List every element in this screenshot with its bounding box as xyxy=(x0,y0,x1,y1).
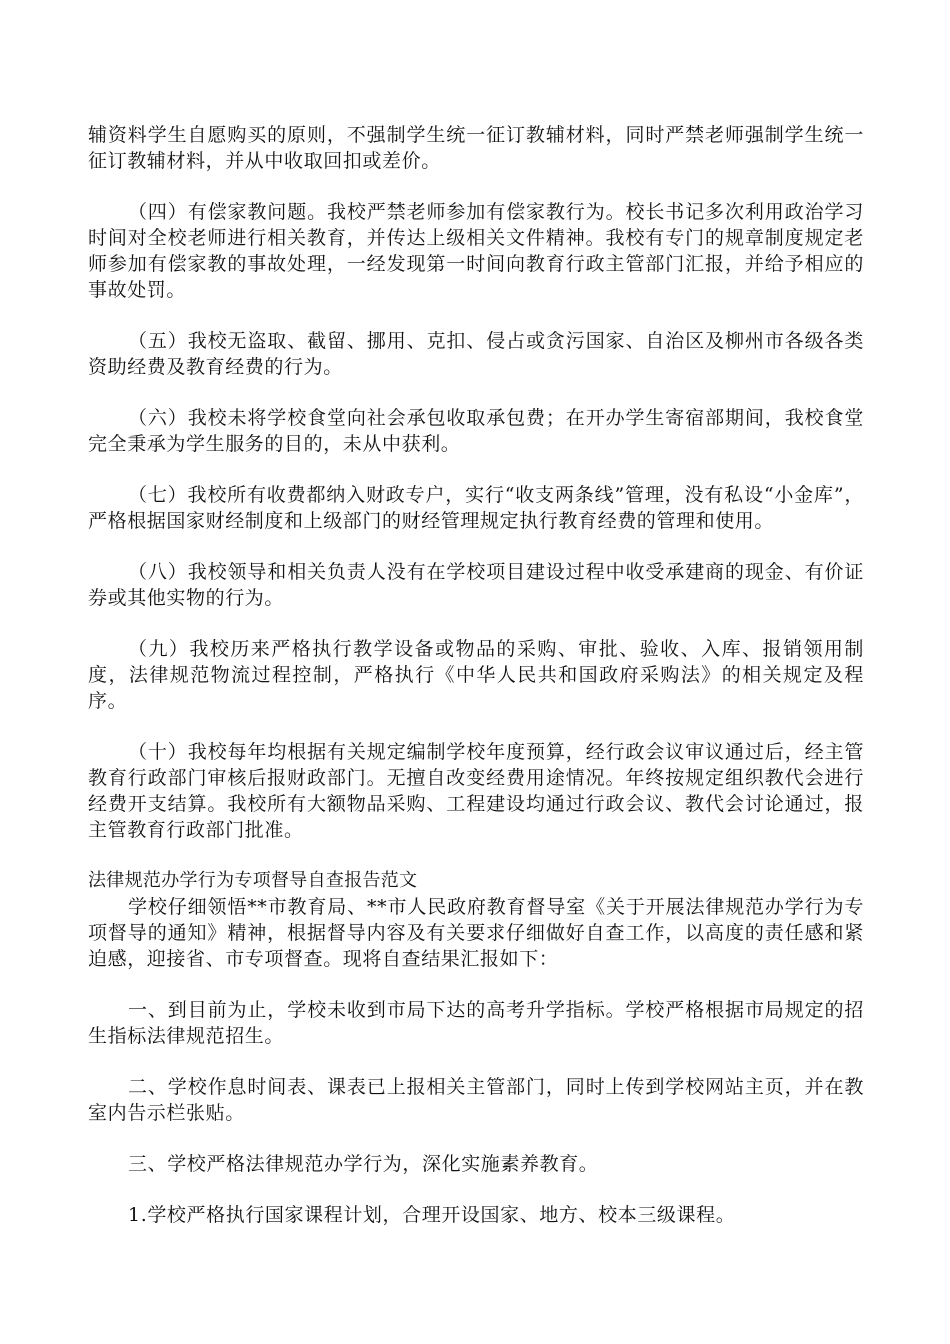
paragraph-point-2: 二、学校作息时间表、课表已上报相关主管部门，同时上传到学校网站主页，并在教室内告示栏张贴。 xyxy=(88,1076,864,1124)
paragraph-item-8: （八）我校领导和相关负责人没有在学校项目建设过程中收受承建商的现金、有价证券或其他实物的行为。 xyxy=(88,561,864,609)
paragraph-item-5: （五）我校无盗取、截留、挪用、克扣、侵占或贪污国家、自治区及柳州市各级各类资助经费及教育经费的行为。 xyxy=(88,330,864,378)
paragraph-point-3: 三、学校严格法律规范办学行为，深化实施素养教育。 xyxy=(128,1153,599,1175)
document-body xyxy=(88,122,864,1253)
section-heading: 法律规范办学行为专项督导自查报告范文 xyxy=(88,870,418,891)
paragraph-item-10: （十）我校每年均根据有关规定编制学校年度预算，经行政会议审议通过后，经主管教育行政部门审核后报财政部门。无擅自改变经费用途情况。年终按规定组织教代会进行经费开支结算。我校所有大额物品采购、工程建设均通过行政会议、教代会讨论通过，报主管教育行政部门批准。 xyxy=(88,741,864,841)
paragraph-point-1: 一、到目前为止，学校未收到市局下达的高考升学指标。学校严格根据市局规定的招生指标法律规范招生。 xyxy=(88,999,864,1047)
paragraph-item-4: （四）有偿家教问题。我校严禁老师参加有偿家教行为。校长书记多次利用政治学习时间对全校老师进行相关教育，并传达上级相关文件精神。我校有专门的规章制度规定老师参加有偿家教的事故处理，一经发现第一时间向教育行政主管部门汇报，并给予相应的事故处罚。 xyxy=(88,201,864,301)
paragraph-item-6: （六）我校未将学校食堂向社会承包收取承包费；在开办学生寄宿部期间，我校食堂完全秉承为学生服务的目的，未从中获利。 xyxy=(88,407,864,455)
paragraph-subpoint-1: 1.学校严格执行国家课程计划，合理开设国家、地方、校本三级课程。 xyxy=(128,1204,736,1226)
paragraph-item-7: （七）我校所有收费都纳入财政专户，实行“收支两条线”管理，没有私设“小金库”，严格根据国家财经制度和上级部门的财经管理规定执行教育经费的管理和使用。 xyxy=(88,484,864,532)
paragraph-continued: 辅资料学生自愿购买的原则，不强制学生统一征订教辅材料，同时严禁老师强制学生统一征订教辅材料，并从中收取回扣或差价。 xyxy=(88,124,864,172)
paragraph-item-9: （九）我校历来严格执行教学设备或物品的采购、审批、验收、入库、报销领用制度，法律规范物流过程控制，严格执行《中华人民共和国政府采购法》的相关规定及程序。 xyxy=(88,638,864,712)
paragraph-intro: 学校仔细领悟**市教育局、**市人民政府教育督导室《关于开展法律规范办学行为专项督导的通知》精神，根据督导内容及有关要求仔细做好自查工作，以高度的责任感和紧迫感，迎接省、市专项督查。现将自查结果汇报如下： xyxy=(88,896,864,970)
